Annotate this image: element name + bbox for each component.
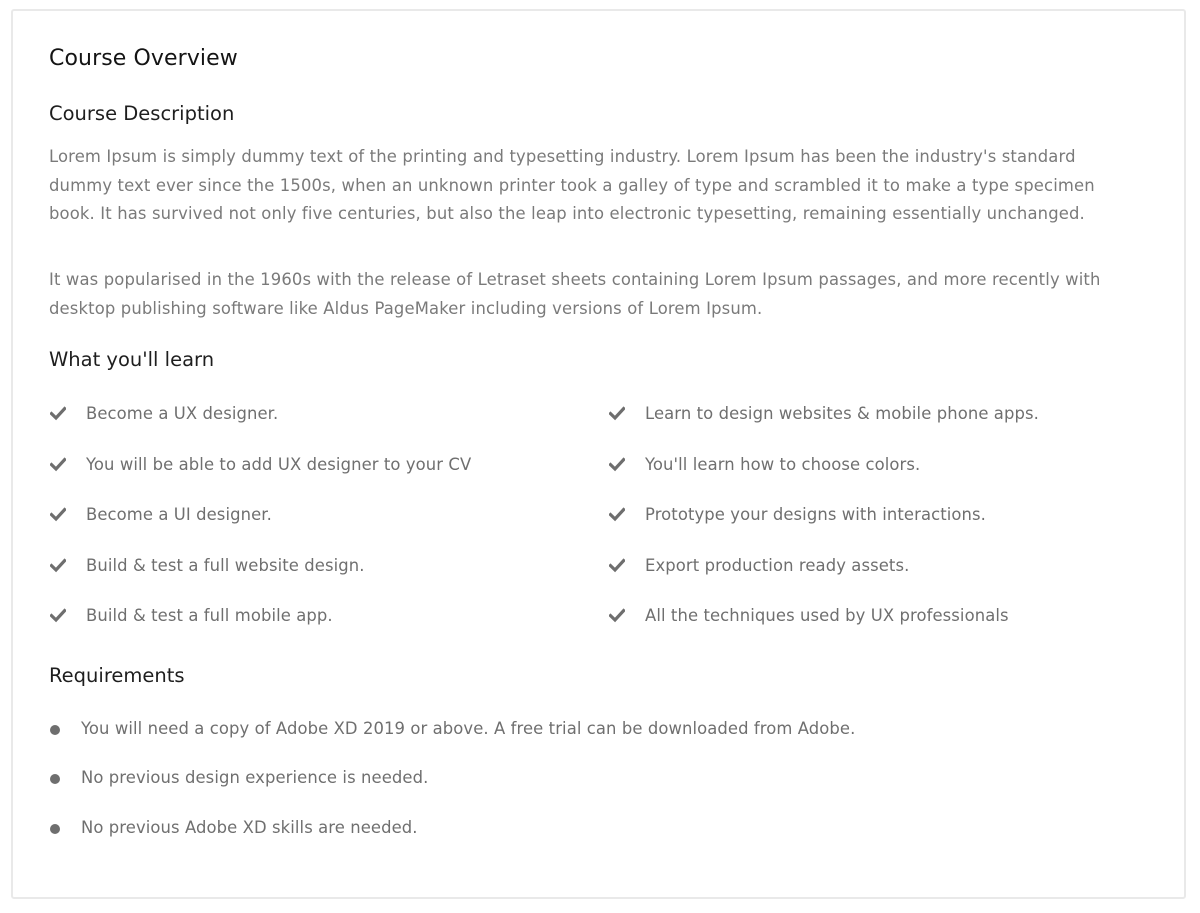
learn-item-label: Prototype your designs with interactions. — [645, 504, 986, 524]
bullet-icon — [50, 824, 60, 834]
learn-list-item — [609, 553, 909, 577]
learn-item-label: Become a UI designer. — [86, 504, 272, 524]
check-icon — [609, 607, 625, 623]
check-icon — [609, 405, 625, 421]
learn-list-item — [609, 401, 1039, 425]
check-icon — [50, 607, 66, 623]
requirements-heading: Requirements — [49, 664, 185, 687]
learn-list-item — [50, 502, 272, 526]
what-you-learn-heading: What you'll learn — [49, 348, 215, 371]
learn-list-item — [609, 603, 1009, 627]
bullet-icon — [50, 725, 60, 735]
learn-list-item — [50, 603, 333, 627]
bullet-icon — [50, 774, 60, 784]
course-overview-card — [11, 9, 1186, 899]
check-icon — [50, 506, 66, 522]
learn-list-item — [609, 502, 986, 526]
check-icon — [609, 456, 625, 472]
requirement-label: No previous Adobe XD skills are needed. — [81, 817, 418, 837]
learn-item-label: You'll learn how to choose colors. — [645, 454, 921, 474]
requirement-item — [50, 815, 418, 839]
course-description-heading: Course Description — [49, 102, 235, 125]
requirement-item — [50, 716, 855, 740]
learn-item-label: Build & test a full mobile app. — [86, 605, 333, 625]
learn-item-label: Learn to design websites & mobile phone apps. — [645, 403, 1039, 423]
requirement-label: You will need a copy of Adobe XD 2019 or above. A free trial can be downloaded from Adobe. — [81, 718, 856, 738]
learn-item-label: Export production ready assets. — [645, 555, 910, 575]
check-icon — [50, 456, 66, 472]
learn-list-item — [50, 452, 471, 476]
learn-list-item — [609, 452, 920, 476]
learn-item-label: Build & test a full website design. — [86, 555, 365, 575]
learn-list-item — [50, 401, 278, 425]
requirement-item — [50, 765, 428, 789]
check-icon — [609, 557, 625, 573]
requirement-label: No previous design experience is needed. — [81, 767, 429, 787]
learn-item-label: You will be able to add UX designer to your CV — [86, 454, 472, 474]
learn-list-item — [50, 553, 365, 577]
description-paragraph: Lorem Ipsum is simply dummy text of the printing and typesetting industry. Lorem Ipsum has been the industry's standard dummy text ever since the 1500s, when an unknown printer took a galley of type and scrambled it to make a type specimen book. It has survived not only five centuries, but also the leap into electronic typesetting, remaining essentially unchanged. — [49, 147, 1095, 223]
check-icon — [609, 506, 625, 522]
check-icon — [50, 405, 66, 421]
check-icon — [50, 557, 66, 573]
page-title: Course Overview — [49, 46, 238, 71]
learn-item-label: All the techniques used by UX professionals — [645, 605, 1009, 625]
description-paragraph: It was popularised in the 1960s with the release of Letraset sheets containing Lorem Ipsum passages, and more recently with desktop publishing software like Aldus PageMaker including versions of Lorem Ipsum. — [49, 270, 1101, 318]
learn-item-label: Become a UX designer. — [86, 403, 279, 423]
